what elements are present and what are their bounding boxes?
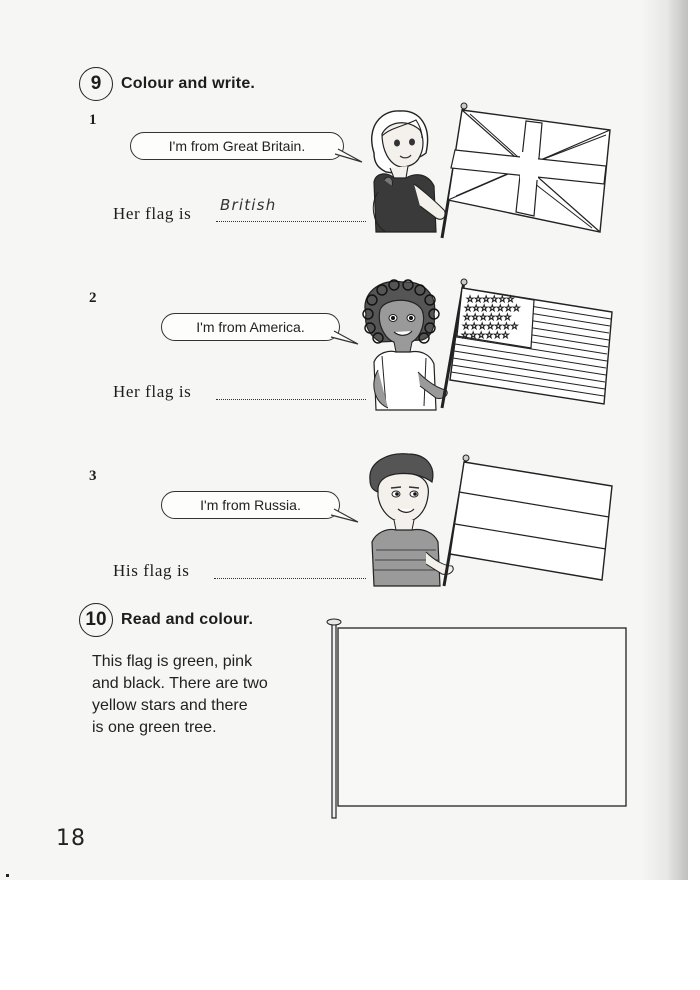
item-1-number: 1	[89, 112, 97, 128]
item-1-sentence: Her flag is	[113, 204, 192, 223]
svg-text:☆☆☆☆☆☆☆: ☆☆☆☆☆☆☆	[464, 304, 521, 314]
svg-text:☆☆☆☆☆☆: ☆☆☆☆☆☆	[463, 313, 512, 323]
exercise-10-line: is one green tree.	[92, 719, 217, 736]
svg-text:☆☆☆☆☆☆☆: ☆☆☆☆☆☆☆	[462, 322, 519, 332]
speech-bubble-1: I'm from Great Britain.	[130, 132, 344, 160]
blank-flag-to-colour[interactable]	[322, 616, 634, 820]
item-3-number: 3	[89, 468, 97, 484]
page-number: 18	[56, 826, 86, 851]
exercise-10-line: and black. There are two	[92, 675, 268, 692]
exercise-10-number: 10	[79, 603, 113, 637]
speech-bubble-3: I'm from Russia.	[161, 491, 340, 519]
svg-text:☆☆☆☆☆☆: ☆☆☆☆☆☆	[466, 295, 515, 305]
item-1-answer: British	[220, 196, 277, 214]
exercise-10-text	[92, 651, 322, 739]
exercise-10-title: Read and colour.	[121, 611, 254, 628]
speech-bubble-2: I'm from America.	[161, 313, 340, 341]
item-2-sentence: Her flag is	[113, 382, 192, 401]
exercise-9-title: Colour and write.	[121, 75, 256, 92]
item-2-number: 2	[89, 290, 97, 306]
item-3-answer-line[interactable]	[214, 562, 366, 579]
item-3-sentence: His flag is	[113, 561, 190, 580]
exercise-10-line: yellow stars and there	[92, 697, 248, 714]
svg-text:☆☆☆☆☆☆: ☆☆☆☆☆☆	[461, 331, 510, 341]
exercise-10-line: This flag is green, pink	[92, 653, 253, 670]
exercise-9-number: 9	[79, 67, 113, 101]
scan-speck	[6, 874, 9, 877]
flag-russia	[436, 454, 621, 589]
